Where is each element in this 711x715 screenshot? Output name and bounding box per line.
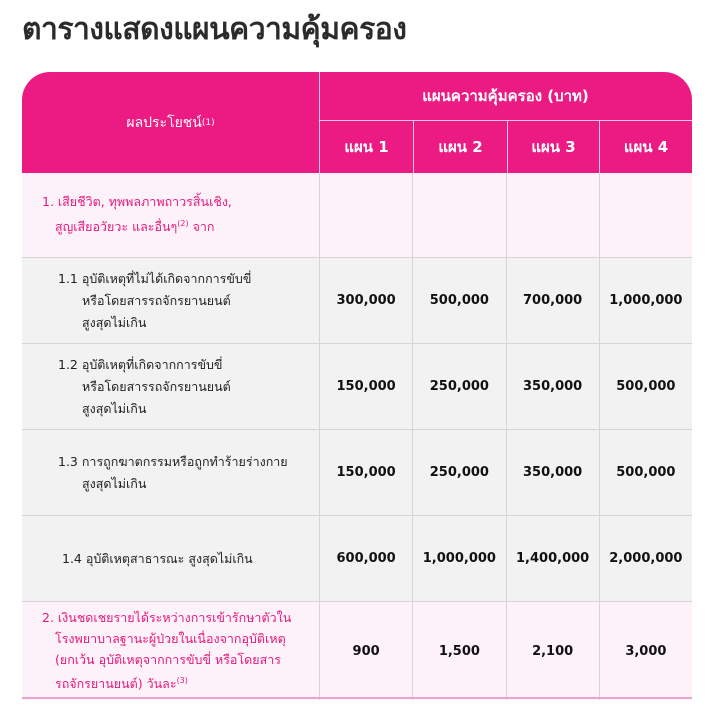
label-line: สูญเสียอวัยวะ และอื่นๆ: [55, 219, 178, 235]
table-header: [22, 72, 692, 173]
label-line: 1.1 อุบัติเหตุที่ไม่ได้เกิดจากการขับขี่: [58, 270, 252, 286]
value-cell: 500,000: [412, 258, 505, 343]
plan-3-header: แผน 3: [531, 138, 576, 156]
label-line: 2. เงินชดเชยรายได้ระหว่างการเข้ารักษาตัวใน: [42, 610, 292, 626]
value-cell: 500,000: [599, 344, 692, 429]
table-row: [22, 344, 692, 430]
table-row: [22, 173, 692, 258]
benefit-header-label: ผลประโยชน์: [126, 114, 202, 131]
plan-2-header: แผน 2: [438, 138, 483, 156]
benefit-header-note: (1): [201, 117, 215, 128]
page-title: ตารางแสดงแผนความคุ้มครอง: [22, 12, 407, 47]
value-cell: 500,000: [599, 430, 692, 515]
label-line: 1.3 การถูกฆาตกรรมหรือถูกทำร้ายร่างกาย: [58, 453, 288, 469]
value-cell: [506, 173, 599, 257]
value-cell: 2,000,000: [599, 516, 692, 601]
table-row: [22, 602, 692, 700]
coverage-table: [22, 72, 692, 700]
value-cell: 250,000: [412, 344, 505, 429]
value-cell: 2,100: [506, 602, 599, 700]
benefit-label: [22, 173, 319, 257]
value-cell: 900: [319, 602, 412, 700]
value-cell: [599, 173, 692, 257]
value-cell: 1,000,000: [412, 516, 505, 601]
benefit-label: [22, 602, 319, 700]
label-suffix: จาก: [188, 219, 215, 235]
label-line: สูงสุดไม่เกิน: [82, 400, 147, 416]
value-cell: 300,000: [319, 258, 412, 343]
table-row: [22, 516, 692, 602]
value-cell: 350,000: [506, 430, 599, 515]
value-cell: 1,500: [412, 602, 505, 700]
value-cell: 1,000,000: [599, 258, 692, 343]
value-cell: 250,000: [412, 430, 505, 515]
value-cell: 350,000: [506, 344, 599, 429]
label-line: (ยกเว้น อุบัติเหตุจากการขับขี่ หรือโดยสาร: [55, 652, 281, 668]
table-row: [22, 258, 692, 344]
plan-group-header: แผนความคุ้มครอง (บาท): [422, 87, 589, 105]
label-line: 1.2 อุบัติเหตุที่เกิดจากการขับขี่: [58, 356, 223, 372]
label-line: หรือโดยสารรถจักรยานยนต์: [82, 378, 231, 394]
value-cell: 1,400,000: [506, 516, 599, 601]
label-line: หรือโดยสารรถจักรยานยนต์: [82, 292, 231, 308]
benefit-label: [22, 430, 319, 515]
footnote-ref: (3): [176, 676, 188, 686]
plan-1-header: แผน 1: [344, 138, 389, 156]
label-line: 1. เสียชีวิต, ทุพพลภาพถาวรสิ้นเชิง,: [42, 194, 232, 210]
footnote-ref: (2): [177, 219, 189, 229]
value-cell: 3,000: [599, 602, 692, 700]
benefit-label: [22, 258, 319, 343]
label-line: โรงพยาบาลฐานะผู้ป่วยในเนื่องจากอุบัติเหตุ: [55, 631, 286, 647]
value-cell: 150,000: [319, 430, 412, 515]
value-cell: [319, 173, 412, 257]
value-cell: [412, 173, 505, 257]
benefit-label: [22, 516, 319, 601]
value-cell: 700,000: [506, 258, 599, 343]
label-line: 1.4 อุบัติเหตุสาธารณะ สูงสุดไม่เกิน: [62, 550, 253, 566]
label-line: สูงสุดไม่เกิน: [82, 475, 147, 491]
benefit-column-header: [22, 72, 319, 173]
table-bottom-border: [22, 697, 692, 699]
benefit-label: [22, 344, 319, 429]
table-row: [22, 430, 692, 516]
label-line: รถจักรยานยนต์) วันละ: [55, 676, 177, 692]
value-cell: 150,000: [319, 344, 412, 429]
label-line: สูงสุดไม่เกิน: [82, 314, 147, 330]
value-cell: 600,000: [319, 516, 412, 601]
plan-4-header: แผน 4: [623, 138, 669, 156]
